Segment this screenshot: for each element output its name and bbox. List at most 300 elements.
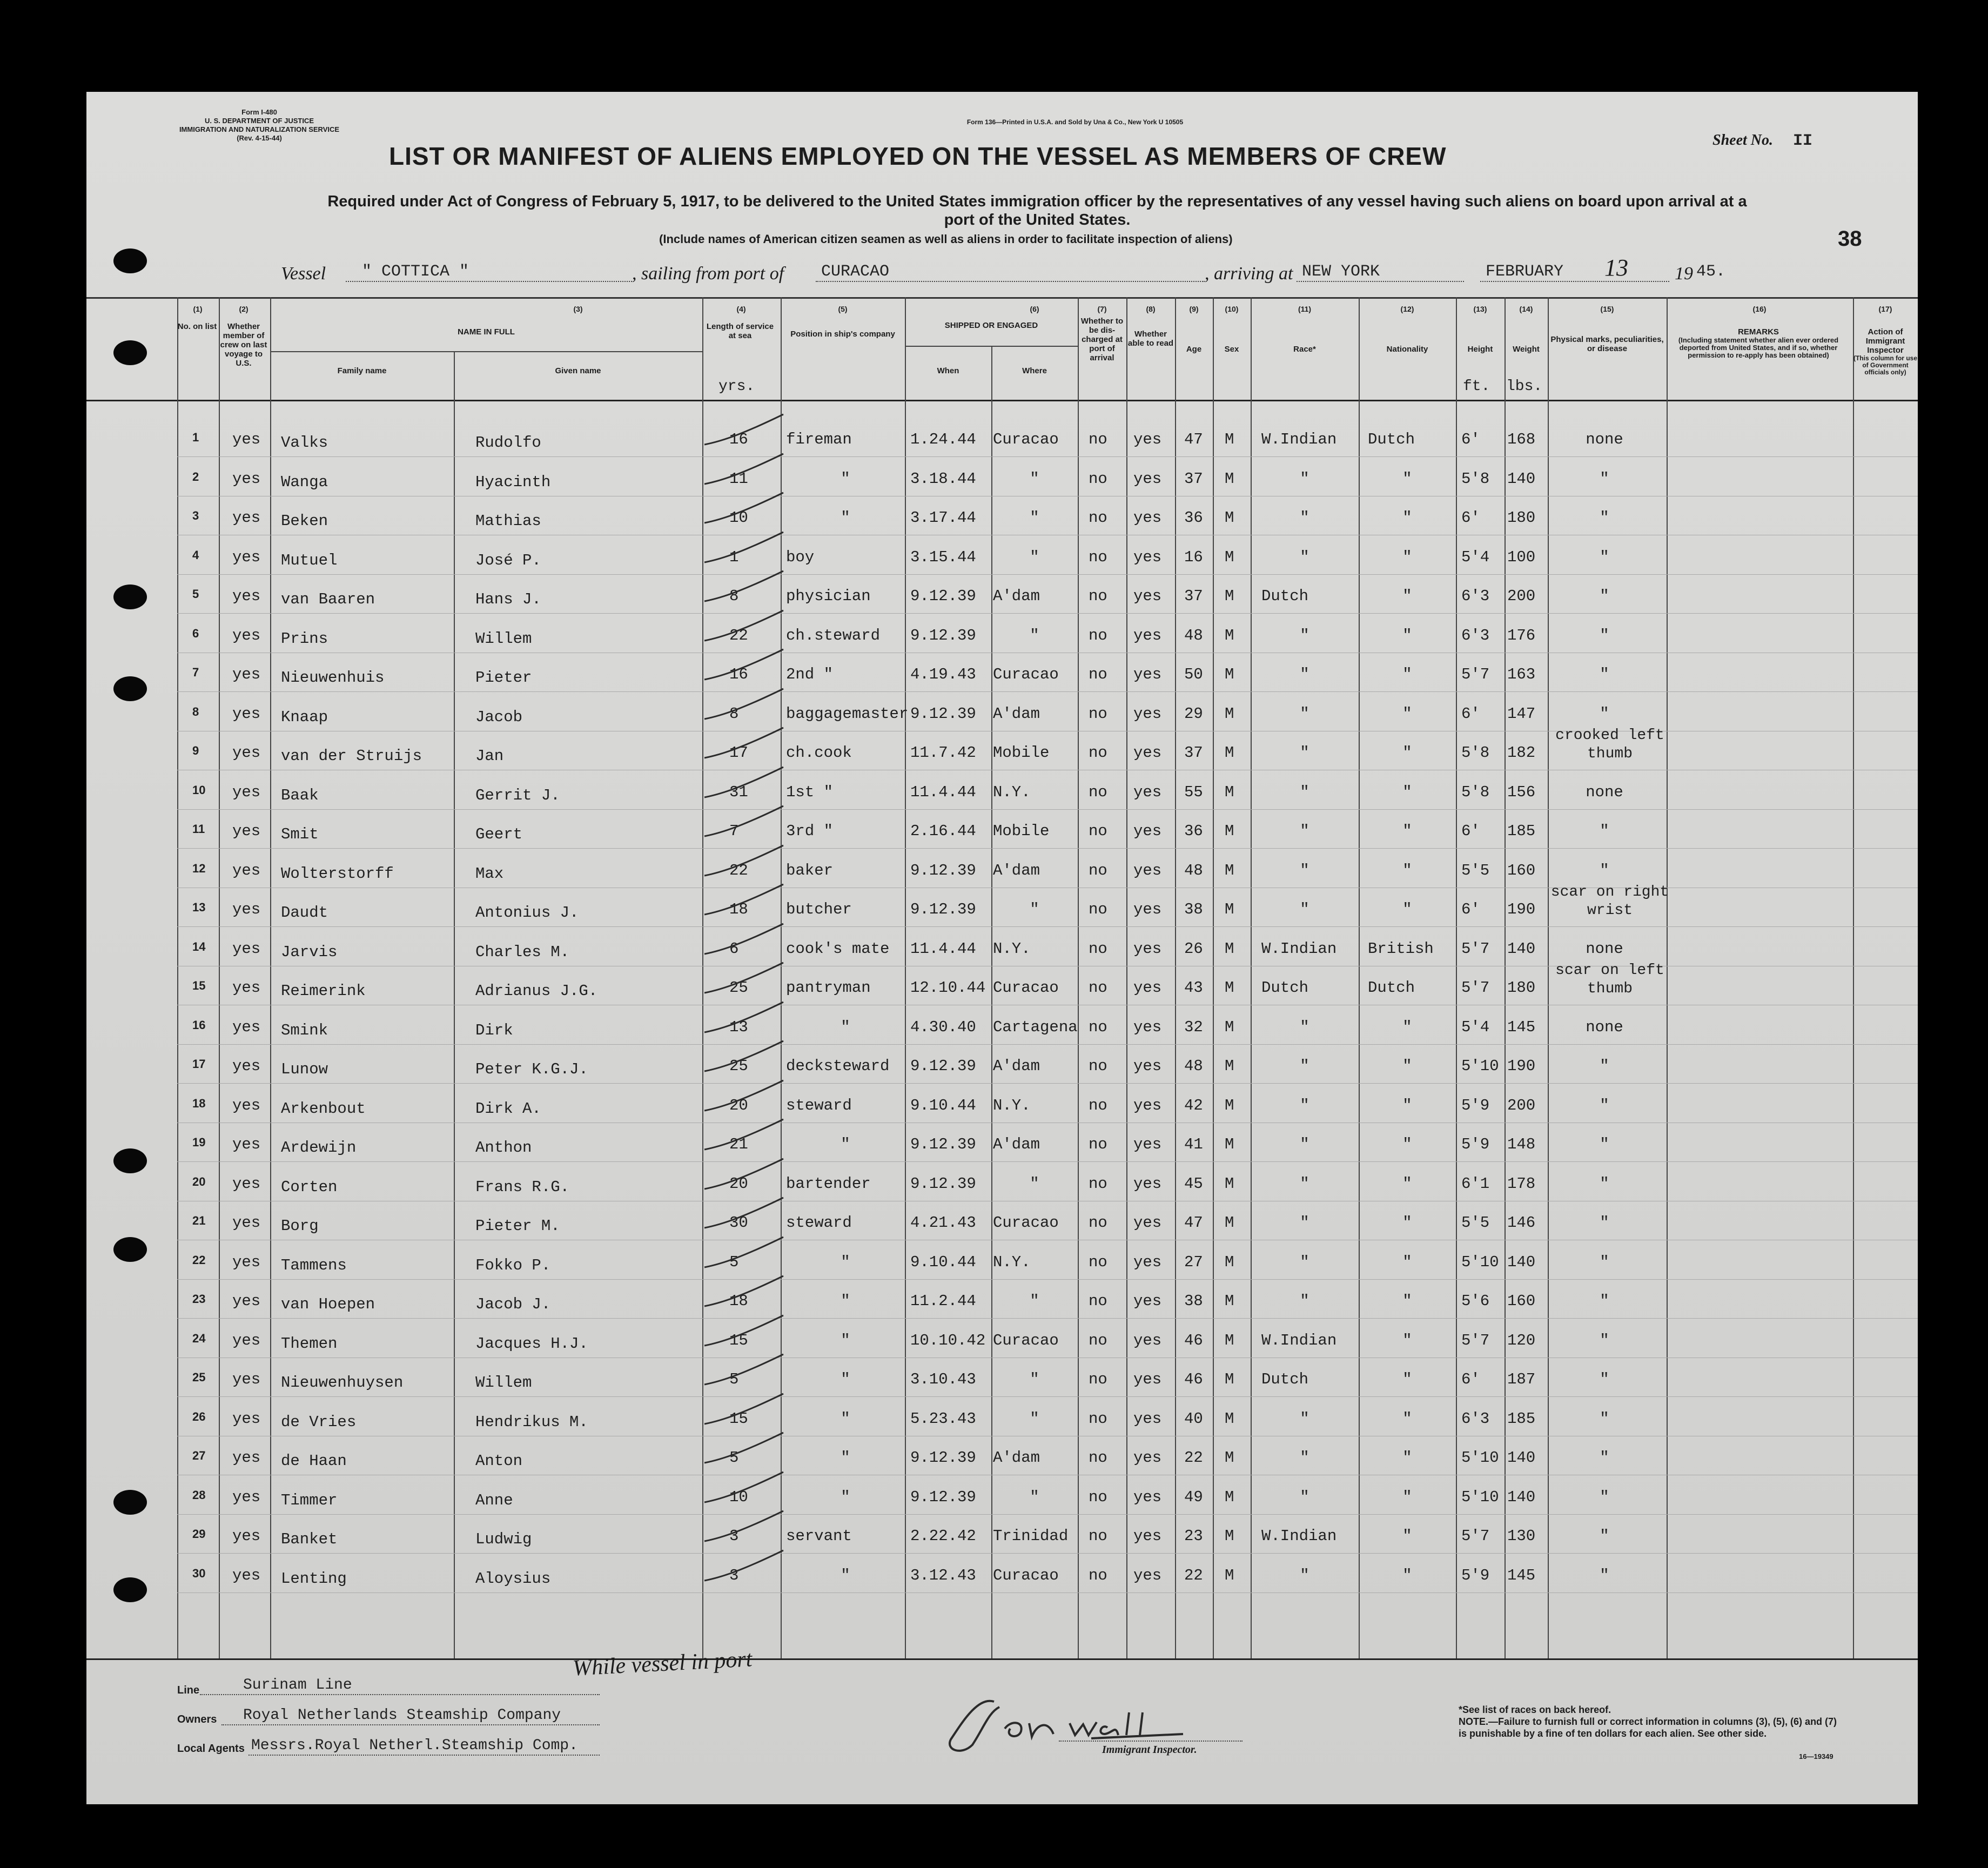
height: 5'8 xyxy=(1461,744,1490,762)
sex: M xyxy=(1225,1488,1234,1506)
length-of-service: 3 xyxy=(729,1566,739,1584)
physical-marks: none xyxy=(1586,939,1623,958)
shipped-where: N.Y. xyxy=(993,783,1031,801)
given-name: Willem xyxy=(475,1374,532,1392)
age: 48 xyxy=(1184,1057,1203,1075)
discharged: no xyxy=(1089,509,1107,527)
check-mark-icon xyxy=(702,1429,794,1467)
nationality: " xyxy=(1402,861,1412,879)
height: 5'4 xyxy=(1461,548,1490,566)
shipped-where: " xyxy=(1030,1370,1039,1388)
member-last-voyage: yes xyxy=(232,1370,261,1388)
race: " xyxy=(1300,744,1309,762)
family-name: Valks xyxy=(281,434,328,452)
column-number: (14) xyxy=(1519,305,1533,313)
row-divider xyxy=(177,1279,1918,1280)
able-to-read: yes xyxy=(1133,1096,1162,1114)
weight: 145 xyxy=(1507,1566,1536,1584)
family-name: Borg xyxy=(281,1217,319,1235)
agents-label: Local Agents xyxy=(177,1743,245,1755)
member-last-voyage: yes xyxy=(232,1096,261,1114)
family-name: Nieuwenhuis xyxy=(281,669,385,687)
revision-date: (Rev. 4-15-44) xyxy=(237,134,282,142)
height: 6' xyxy=(1461,1370,1480,1388)
shipped-where: " xyxy=(1030,901,1039,918)
family-name: Reimerink xyxy=(281,982,366,1000)
physical-marks: " xyxy=(1600,548,1609,566)
discharged: no xyxy=(1089,744,1107,762)
length-of-service: 15 xyxy=(729,1331,748,1349)
column-number: (6) xyxy=(1030,305,1039,313)
length-of-service: 5 xyxy=(729,1449,739,1467)
department-name: U. S. DEPARTMENT OF JUSTICE xyxy=(205,117,314,125)
physical-marks: crooked left thumb xyxy=(1555,727,1664,762)
nationality: " xyxy=(1402,1449,1412,1467)
age: 43 xyxy=(1184,979,1203,997)
discharged: no xyxy=(1089,431,1107,448)
discharged: no xyxy=(1089,1527,1107,1545)
given-name: Anton xyxy=(475,1452,523,1470)
header-when: When xyxy=(937,366,959,375)
position: baker xyxy=(786,861,834,879)
nationality: " xyxy=(1402,587,1412,605)
position: pantryman xyxy=(786,979,871,997)
position: 2nd " xyxy=(786,666,834,683)
family-name: Lunow xyxy=(281,1060,328,1078)
given-name: Jacob xyxy=(475,708,523,726)
shipped-when: 9.12.39 xyxy=(910,1488,976,1506)
position: steward xyxy=(786,1214,852,1232)
weight: 130 xyxy=(1507,1527,1536,1545)
sheet-number: II xyxy=(1793,132,1813,150)
member-last-voyage: yes xyxy=(232,1488,261,1506)
height: 6' xyxy=(1461,431,1480,448)
table-row xyxy=(86,1241,1918,1280)
race: Dutch xyxy=(1261,587,1309,605)
physical-marks: " xyxy=(1600,1174,1609,1193)
sex: M xyxy=(1225,1566,1234,1584)
nationality: " xyxy=(1402,469,1412,488)
discharged: no xyxy=(1089,1253,1107,1271)
weight: 147 xyxy=(1507,704,1536,723)
shipped-when: 1.24.44 xyxy=(910,431,976,448)
shipped-where: Curacao xyxy=(993,1331,1059,1349)
nationality: " xyxy=(1402,783,1412,801)
physical-marks: " xyxy=(1600,1057,1609,1075)
shipped-when: 4.19.43 xyxy=(910,666,976,683)
family-name: Daudt xyxy=(281,904,328,922)
punch-hole xyxy=(113,676,147,701)
weight: 160 xyxy=(1507,861,1536,879)
nationality: " xyxy=(1402,1135,1412,1153)
family-name: Timmer xyxy=(281,1491,338,1509)
discharged: no xyxy=(1089,1331,1107,1349)
column-number: (4) xyxy=(736,305,746,313)
family-name: van der Struijs xyxy=(281,747,422,765)
physical-marks: " xyxy=(1600,1488,1609,1506)
given-name: Jacob J. xyxy=(475,1295,551,1313)
form-code: 16—19349 xyxy=(1799,1752,1833,1761)
shipped-when: 9.12.39 xyxy=(910,587,976,605)
discharged: no xyxy=(1089,901,1107,918)
age: 22 xyxy=(1184,1566,1203,1584)
race: " xyxy=(1300,1174,1309,1193)
race: " xyxy=(1300,1488,1309,1506)
position: " xyxy=(841,1292,850,1310)
table-row xyxy=(86,497,1918,536)
nationality: British xyxy=(1368,939,1434,958)
length-of-service: 5 xyxy=(729,1253,739,1271)
port-from: CURACAO xyxy=(821,263,890,281)
height: 6'3 xyxy=(1461,1409,1490,1428)
weight: 156 xyxy=(1507,783,1536,801)
able-to-read: yes xyxy=(1133,1214,1162,1232)
shipped-where: Curacao xyxy=(993,666,1059,683)
check-mark-icon xyxy=(702,999,794,1037)
row-divider xyxy=(177,1592,1918,1593)
shipped-when: 4.30.40 xyxy=(910,1018,976,1036)
member-last-voyage: yes xyxy=(232,1449,261,1467)
race: " xyxy=(1300,1018,1309,1036)
weight: 182 xyxy=(1507,744,1536,762)
row-number: 2 xyxy=(192,469,199,483)
height: 5'10 xyxy=(1461,1253,1499,1271)
column-number: (3) xyxy=(573,305,583,313)
table-row xyxy=(86,615,1918,654)
shipped-when: 3.15.44 xyxy=(910,548,976,566)
sex: M xyxy=(1225,1135,1234,1153)
weight: 176 xyxy=(1507,626,1536,644)
given-name: Anne xyxy=(475,1491,513,1509)
service-name: IMMIGRATION AND NATURALIZATION SERVICE xyxy=(179,125,340,133)
weight: 180 xyxy=(1507,979,1536,997)
shipped-where: " xyxy=(1030,1488,1039,1506)
physical-marks: none xyxy=(1586,783,1623,801)
sex: M xyxy=(1225,1331,1234,1349)
race: " xyxy=(1300,509,1309,527)
check-mark-icon xyxy=(702,1077,794,1115)
age: 36 xyxy=(1184,509,1203,527)
discharged: no xyxy=(1089,1488,1107,1506)
weight: 120 xyxy=(1507,1331,1536,1349)
able-to-read: yes xyxy=(1133,548,1162,566)
column-number: (5) xyxy=(838,305,848,313)
row-number: 30 xyxy=(192,1566,206,1580)
able-to-read: yes xyxy=(1133,979,1162,997)
physical-marks: " xyxy=(1600,1527,1609,1545)
sex: M xyxy=(1225,744,1234,762)
row-number: 17 xyxy=(192,1057,206,1071)
row-divider xyxy=(177,1083,1918,1084)
discharged: no xyxy=(1089,548,1107,566)
position: " xyxy=(841,469,850,488)
column-number: (12) xyxy=(1400,305,1414,313)
able-to-read: yes xyxy=(1133,939,1162,958)
able-to-read: yes xyxy=(1133,1409,1162,1428)
arriving-label: , arriving at xyxy=(1205,264,1293,284)
nationality: " xyxy=(1402,1331,1412,1349)
physical-marks: " xyxy=(1600,822,1609,840)
shipped-when: 4.21.43 xyxy=(910,1214,976,1232)
race: " xyxy=(1300,901,1309,918)
header-shipped: SHIPPED OR ENGAGED xyxy=(944,321,1038,330)
race: " xyxy=(1300,1096,1309,1114)
discharged: no xyxy=(1089,1449,1107,1467)
position: " xyxy=(841,1018,850,1036)
age: 41 xyxy=(1184,1135,1203,1153)
row-divider xyxy=(177,456,1918,457)
row-number: 3 xyxy=(192,509,199,522)
race: " xyxy=(1300,704,1309,723)
age: 26 xyxy=(1184,939,1203,958)
length-of-service: 10 xyxy=(729,509,748,527)
race: Dutch xyxy=(1261,979,1309,997)
column-number: (7) xyxy=(1097,305,1107,313)
discharged: no xyxy=(1089,1566,1107,1584)
row-number: 9 xyxy=(192,744,199,757)
inspector-label: Immigrant Inspector. xyxy=(1102,1744,1197,1756)
position: bartender xyxy=(786,1174,871,1193)
discharged: no xyxy=(1089,822,1107,840)
given-name: Adrianus J.G. xyxy=(475,982,598,1000)
member-last-voyage: yes xyxy=(232,1018,261,1036)
position: " xyxy=(841,1488,850,1506)
age: 38 xyxy=(1184,1292,1203,1310)
row-divider xyxy=(177,848,1918,849)
position: " xyxy=(841,509,850,527)
height: 5'10 xyxy=(1461,1449,1499,1467)
age: 36 xyxy=(1184,822,1203,840)
discharged: no xyxy=(1089,1135,1107,1153)
row-divider xyxy=(177,1318,1918,1319)
table-row xyxy=(86,654,1918,693)
age: 42 xyxy=(1184,1096,1203,1114)
discharged: no xyxy=(1089,626,1107,644)
race: W.Indian xyxy=(1261,939,1337,958)
nationality: " xyxy=(1402,1527,1412,1545)
physical-marks: " xyxy=(1600,1370,1609,1388)
given-name: Jacques H.J. xyxy=(475,1334,588,1353)
able-to-read: yes xyxy=(1133,469,1162,488)
member-last-voyage: yes xyxy=(232,901,261,918)
sex: M xyxy=(1225,861,1234,879)
weight: 190 xyxy=(1507,1057,1536,1075)
table-row xyxy=(86,1437,1918,1476)
weight: 140 xyxy=(1507,469,1536,488)
physical-marks: " xyxy=(1600,1096,1609,1114)
shipped-where: " xyxy=(1030,1292,1039,1310)
header-action xyxy=(1853,327,1918,376)
position: " xyxy=(841,1135,850,1153)
length-of-service: 7 xyxy=(729,822,739,840)
position: ch.steward xyxy=(786,626,881,644)
shipped-where: N.Y. xyxy=(993,1253,1031,1271)
able-to-read: yes xyxy=(1133,431,1162,448)
physical-marks: " xyxy=(1600,1566,1609,1584)
member-last-voyage: yes xyxy=(232,822,261,840)
sex: M xyxy=(1225,1214,1234,1232)
sex: M xyxy=(1225,1370,1234,1388)
able-to-read: yes xyxy=(1133,1527,1162,1545)
nationality: " xyxy=(1402,744,1412,762)
member-last-voyage: yes xyxy=(232,587,261,605)
member-last-voyage: yes xyxy=(232,979,261,997)
nationality: " xyxy=(1402,1018,1412,1036)
subtitle-line-1: Required under Act of Congress of February 5, 1917, to be delivered to the United States immigration officer by the representatives of any vessel having such aliens on board upon arrival at a xyxy=(327,193,1747,210)
weight: 163 xyxy=(1507,666,1536,683)
row-divider xyxy=(177,613,1918,614)
shipped-where: A'dam xyxy=(993,704,1040,723)
shipped-when: 3.17.44 xyxy=(910,509,976,527)
header-name-in-full: NAME IN FULL xyxy=(458,327,515,337)
note-label: NOTE.— xyxy=(1459,1716,1499,1727)
member-last-voyage: yes xyxy=(232,704,261,723)
discharged: no xyxy=(1089,1292,1107,1310)
age: 49 xyxy=(1184,1488,1203,1506)
race: " xyxy=(1300,1566,1309,1584)
row-divider xyxy=(177,1161,1918,1162)
able-to-read: yes xyxy=(1133,509,1162,527)
sex: M xyxy=(1225,1174,1234,1193)
sex: M xyxy=(1225,431,1234,448)
shipped-where: N.Y. xyxy=(993,939,1031,958)
shipped-where: Curacao xyxy=(993,1214,1059,1232)
row-number: 11 xyxy=(192,822,205,836)
height: 6' xyxy=(1461,901,1480,918)
given-name: Pieter M. xyxy=(475,1217,560,1235)
given-name: Jan xyxy=(475,747,504,765)
length-of-service: 25 xyxy=(729,1057,748,1075)
given-name: Willem xyxy=(475,629,532,648)
age: 46 xyxy=(1184,1370,1203,1388)
height: 5'5 xyxy=(1461,1214,1490,1232)
page-number: 38 xyxy=(1838,227,1862,251)
member-last-voyage: yes xyxy=(232,939,261,958)
age: 48 xyxy=(1184,861,1203,879)
table-row xyxy=(86,962,1918,1006)
member-last-voyage: yes xyxy=(232,1566,261,1584)
discharged: no xyxy=(1089,1409,1107,1428)
check-mark-icon xyxy=(702,1351,794,1389)
length-of-service: 31 xyxy=(729,783,748,801)
shipped-where: A'dam xyxy=(993,861,1040,879)
member-last-voyage: yes xyxy=(232,1331,261,1349)
age: 22 xyxy=(1184,1449,1203,1467)
weight: 100 xyxy=(1507,548,1536,566)
discharged: no xyxy=(1089,704,1107,723)
table-row xyxy=(86,1045,1918,1084)
race: " xyxy=(1300,1449,1309,1467)
position: 3rd " xyxy=(786,822,834,840)
row-divider xyxy=(177,691,1918,692)
age: 50 xyxy=(1184,666,1203,683)
able-to-read: yes xyxy=(1133,1135,1162,1153)
races-note: *See list of races on back hereof. xyxy=(1459,1704,1611,1715)
age: 23 xyxy=(1184,1527,1203,1545)
age: 37 xyxy=(1184,469,1203,488)
physical-marks: " xyxy=(1600,1409,1609,1428)
able-to-read: yes xyxy=(1133,1370,1162,1388)
table-row xyxy=(86,928,1918,967)
able-to-read: yes xyxy=(1133,783,1162,801)
family-name: Wolterstorff xyxy=(281,864,394,883)
year-prefix: 19 xyxy=(1675,264,1693,284)
table-row xyxy=(86,575,1918,614)
weight: 168 xyxy=(1507,431,1536,448)
family-name: van Hoepen xyxy=(281,1295,375,1313)
row-number: 8 xyxy=(192,704,199,718)
physical-marks: " xyxy=(1600,861,1609,879)
height: 5'7 xyxy=(1461,1527,1490,1545)
physical-marks: none xyxy=(1586,431,1623,448)
length-of-service: 22 xyxy=(729,861,748,879)
shipped-when: 2.22.42 xyxy=(910,1527,976,1545)
nationality: " xyxy=(1402,1370,1412,1388)
nationality: " xyxy=(1402,901,1412,918)
row-divider xyxy=(177,1553,1918,1554)
header-height: Height xyxy=(1467,345,1493,354)
member-last-voyage: yes xyxy=(232,1527,261,1545)
discharged: no xyxy=(1089,1174,1107,1193)
member-last-voyage: yes xyxy=(232,548,261,566)
shipped-where: N.Y. xyxy=(993,1096,1031,1114)
row-number: 24 xyxy=(192,1331,206,1345)
row-number: 4 xyxy=(192,548,199,562)
weight: 178 xyxy=(1507,1174,1536,1193)
row-number: 20 xyxy=(192,1174,206,1188)
race: " xyxy=(1300,822,1309,840)
check-mark-icon xyxy=(702,1116,794,1154)
race: Dutch xyxy=(1261,1370,1309,1388)
shipped-when: 9.12.39 xyxy=(910,901,976,918)
weight: 140 xyxy=(1507,1253,1536,1271)
given-name: Charles M. xyxy=(475,943,570,961)
check-mark-icon xyxy=(702,568,794,606)
row-divider xyxy=(177,926,1918,927)
owners-label: Owners xyxy=(177,1714,217,1725)
check-mark-icon xyxy=(702,1312,794,1350)
header-weight: Weight xyxy=(1513,345,1540,354)
row-number: 10 xyxy=(192,783,206,797)
year-suffix: 45. xyxy=(1696,263,1726,281)
action-subtitle: (This column for use of Government officials only) xyxy=(1853,354,1917,376)
member-last-voyage: yes xyxy=(232,1057,261,1075)
given-name: Aloysius xyxy=(475,1569,551,1588)
length-of-service: 22 xyxy=(729,626,748,644)
given-name: Anthon xyxy=(475,1139,532,1157)
race: W.Indian xyxy=(1261,1331,1337,1349)
length-of-service: 20 xyxy=(729,1096,748,1114)
punch-hole xyxy=(113,340,147,365)
given-name: Dirk xyxy=(475,1021,513,1039)
check-mark-icon xyxy=(702,646,794,684)
height: 6' xyxy=(1461,704,1480,723)
nationality: " xyxy=(1402,1174,1412,1193)
height: 5'9 xyxy=(1461,1096,1490,1114)
weight: 140 xyxy=(1507,939,1536,958)
length-of-service: 21 xyxy=(729,1135,748,1153)
table-row xyxy=(86,1163,1918,1202)
length-of-service: 8 xyxy=(729,704,739,723)
member-last-voyage: yes xyxy=(232,509,261,527)
age: 32 xyxy=(1184,1018,1203,1036)
shipped-when: 9.12.39 xyxy=(910,704,976,723)
column-number: (11) xyxy=(1298,305,1312,313)
check-mark-icon xyxy=(702,803,794,841)
sex: M xyxy=(1225,1018,1234,1036)
position: decksteward xyxy=(786,1057,890,1075)
include-note: (Include names of American citizen seamen as well as aliens in order to facilitate inspection of aliens) xyxy=(659,232,1233,246)
